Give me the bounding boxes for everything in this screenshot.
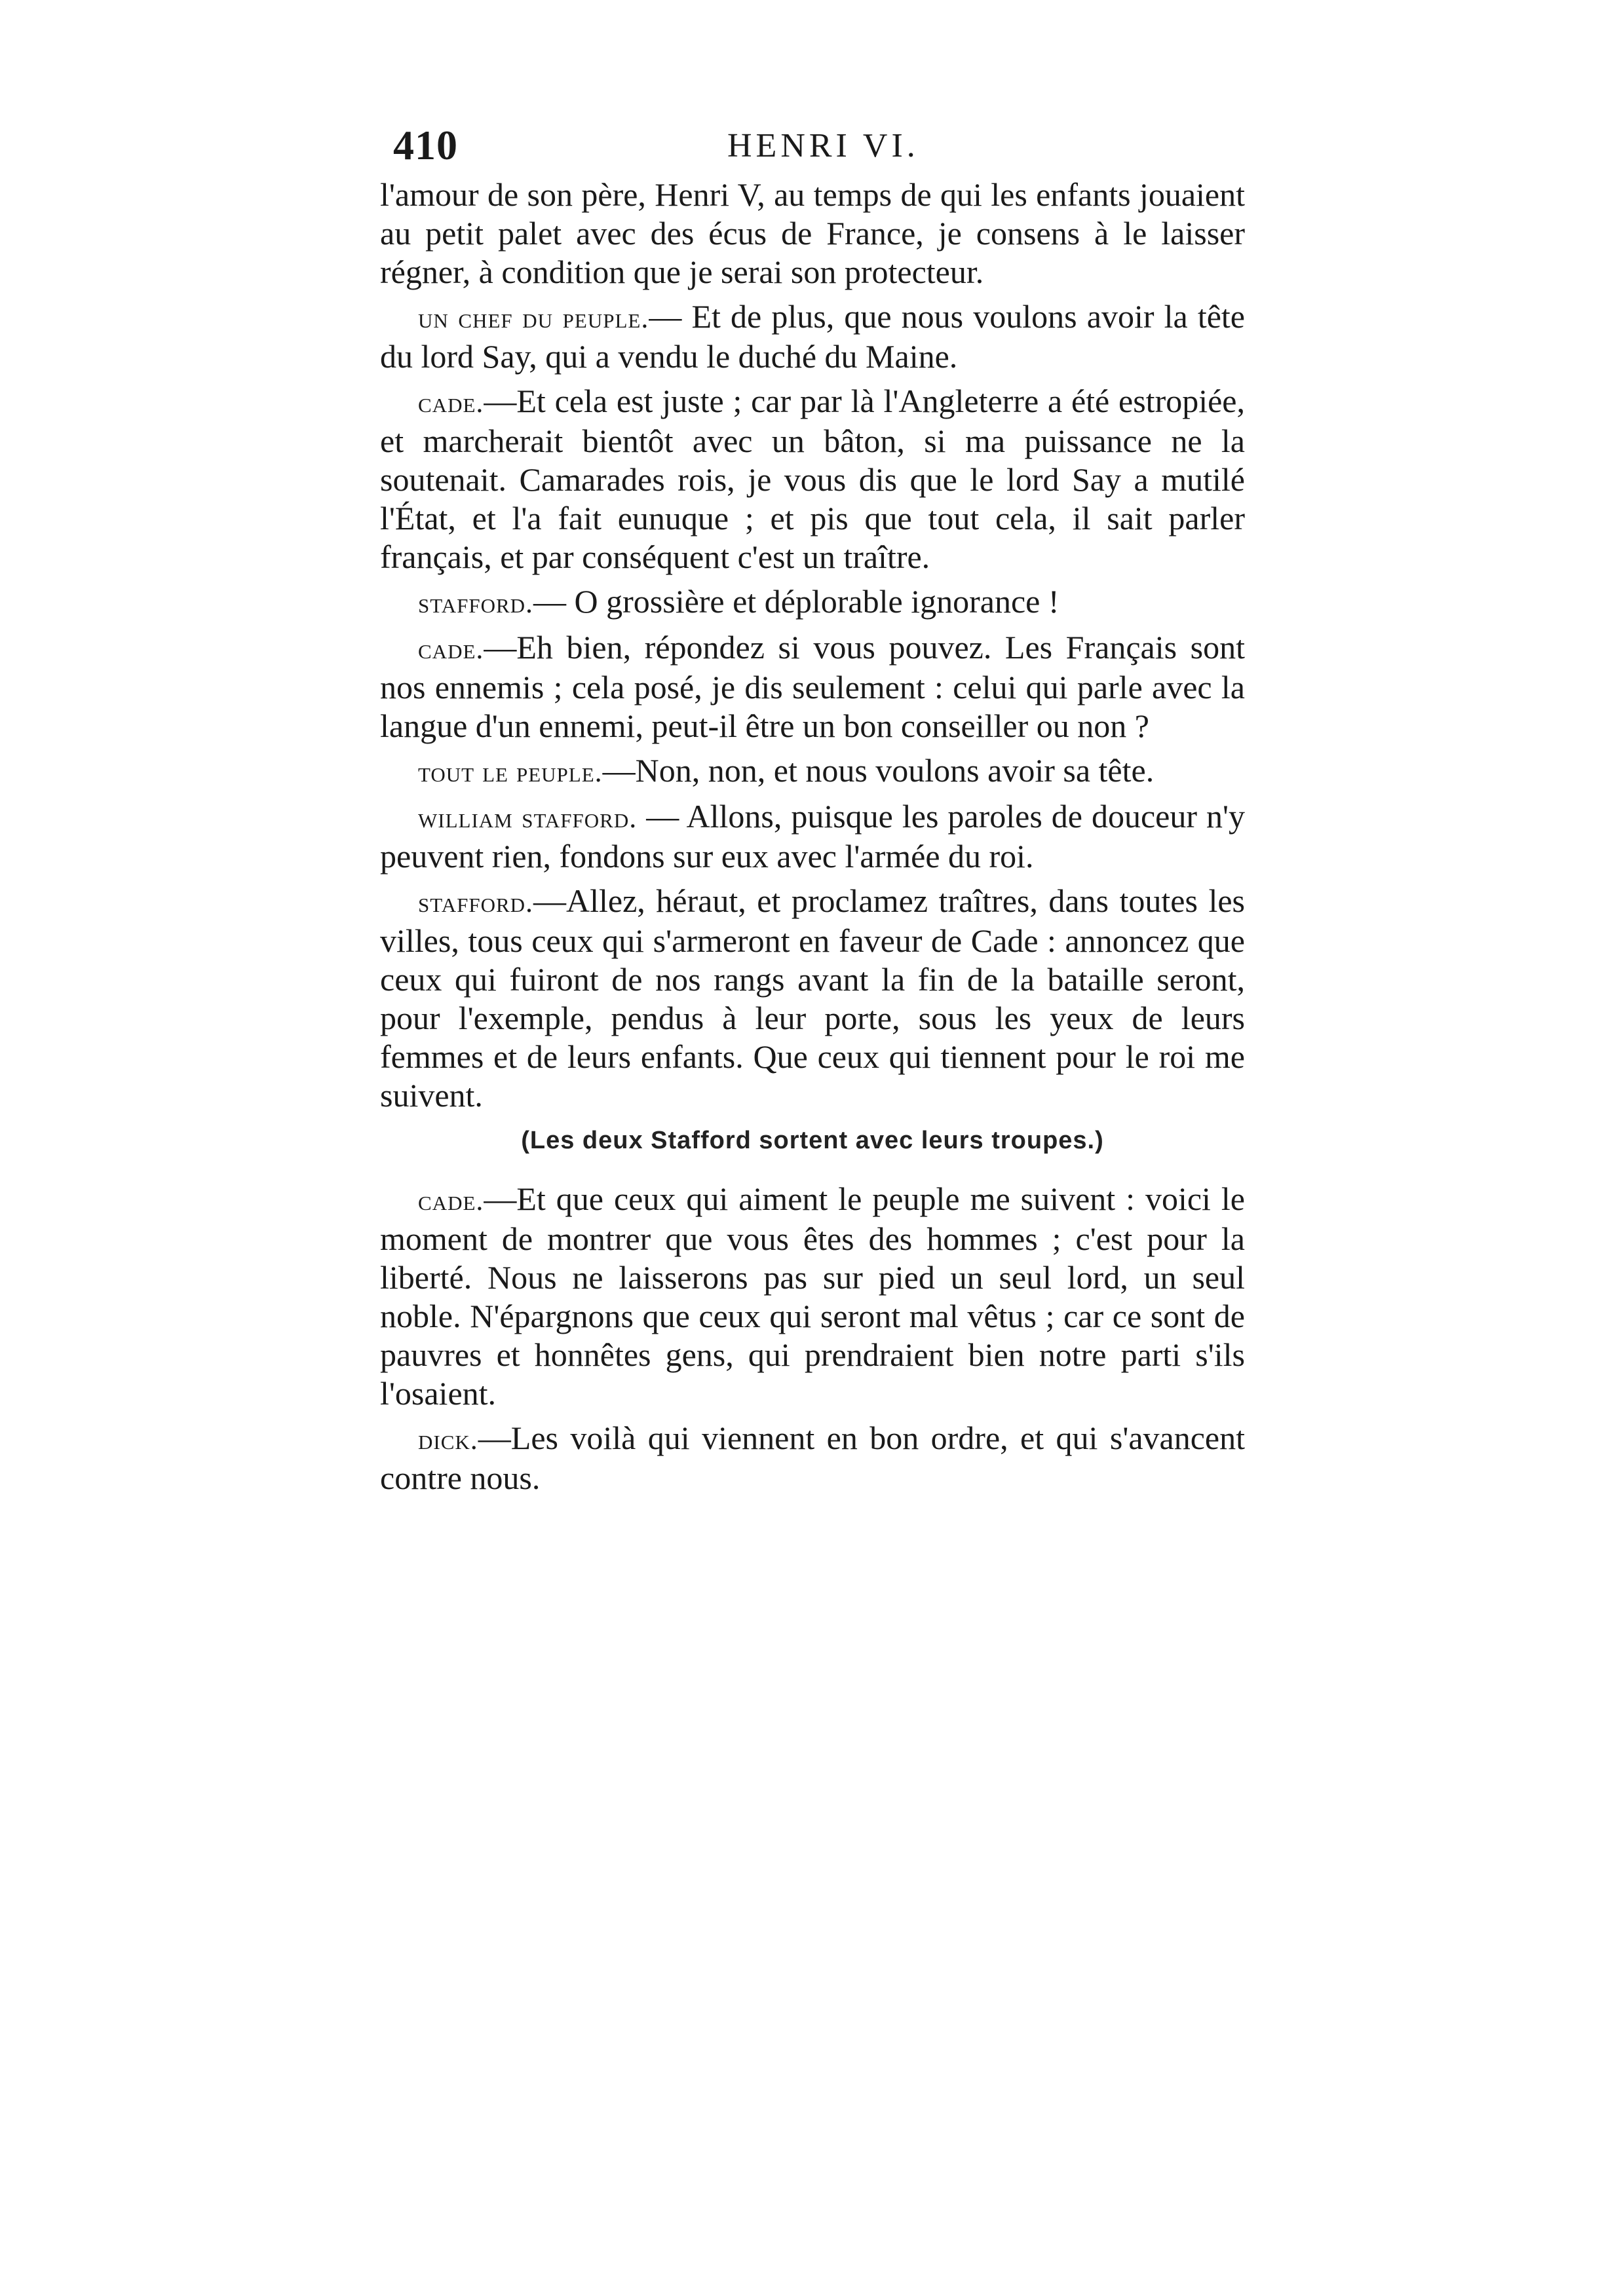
running-title: HENRI VI. (727, 127, 919, 164)
page-header (393, 121, 1245, 174)
page-number: 410 (393, 122, 458, 168)
speech (380, 1180, 1245, 1413)
speaker-name: cade. (418, 1184, 484, 1216)
body-text (380, 176, 1245, 1503)
speaker-name: cade. (418, 386, 484, 419)
speaker-name: stafford. (418, 886, 534, 918)
stage-direction: (Les deux Stafford sortent avec leurs troupes.) (521, 1127, 1104, 1154)
speech (380, 628, 1245, 745)
speech (380, 797, 1245, 876)
speaker-name: tout le peuple. (418, 756, 603, 788)
speech (380, 1419, 1245, 1497)
speech-text: —Non, non, et nous voulons avoir sa tête. (602, 752, 1155, 789)
speech-text: —Eh bien, répondez si vous pouvez. Les Français sont nos ennemis ; cela posé, je dis seulement : celui qui parle avec la langue d'un ennemi, peut-il être un bon conseiller ou non ? (380, 629, 1245, 744)
speech-text: —Allez, héraut, et proclamez traîtres, dans toutes les villes, tous ceux qui s'armeront en faveur de Cade : annoncez que ceux qui fuiront de nos rangs avant la fin de la bataille seront, pour l'exemple, pendus à leur porte, sous les yeux de leurs femmes et de leurs enfants. Que ceux qui tiennent pour le roi me suivent. (380, 882, 1245, 1114)
speech (380, 297, 1245, 376)
speaker-name: william stafford. (418, 802, 638, 834)
speech (380, 582, 1245, 622)
speaker-name: dick. (418, 1423, 478, 1456)
speech-text: —Et cela est juste ; car par là l'Angleterre a été estropiée, et marcherait bientôt avec un bâton, si ma puissance ne la soutenait. Camarades rois, je vous dis que le lord Say a mutilé l'État, et l'a fait eunuque ; et pis que tout cela, il sait parler français, et par conséquent c'est un traître. (380, 383, 1245, 575)
speech (380, 882, 1245, 1115)
speech-text: —Les voilà qui viennent en bon ordre, et qui s'avancent contre nous. (380, 1420, 1245, 1496)
speaker-name: un chef du peuple. (418, 302, 649, 334)
speech (380, 382, 1245, 576)
speech-text: — Et de plus, que nous voulons avoir la tête du lord Say, qui a vendu le duché du Maine. (380, 298, 1245, 375)
speech (380, 751, 1245, 791)
speech-text: — Allons, puisque les paroles de douceur n'y peuvent rien, fondons sur eux avec l'armée du roi. (380, 798, 1246, 875)
speech-text: — O grossière et déplorable ignorance ! (533, 583, 1060, 620)
speech-text: —Et que ceux qui aiment le peuple me suivent : voici le moment de montrer que vous êtes des hommes ; c'est pour la liberté. Nous ne laisserons pas sur pied un seul lord, un seul noble. N'épargnons que ceux qui seront mal vêtus ; car ce sont de pauvres et honnêtes gens, qui prendraient bien notre parti s'ils l'osaient. (380, 1180, 1245, 1412)
paragraph-text: l'amour de son père, Henri V, au temps de qui les enfants jouaient au petit palet avec des écus de France, je consens à le laisser régner, à condition que je serai son protecteur. (380, 176, 1245, 290)
speaker-name: stafford. (418, 587, 534, 619)
paragraph (380, 176, 1245, 292)
speaker-name: cade. (418, 633, 484, 665)
